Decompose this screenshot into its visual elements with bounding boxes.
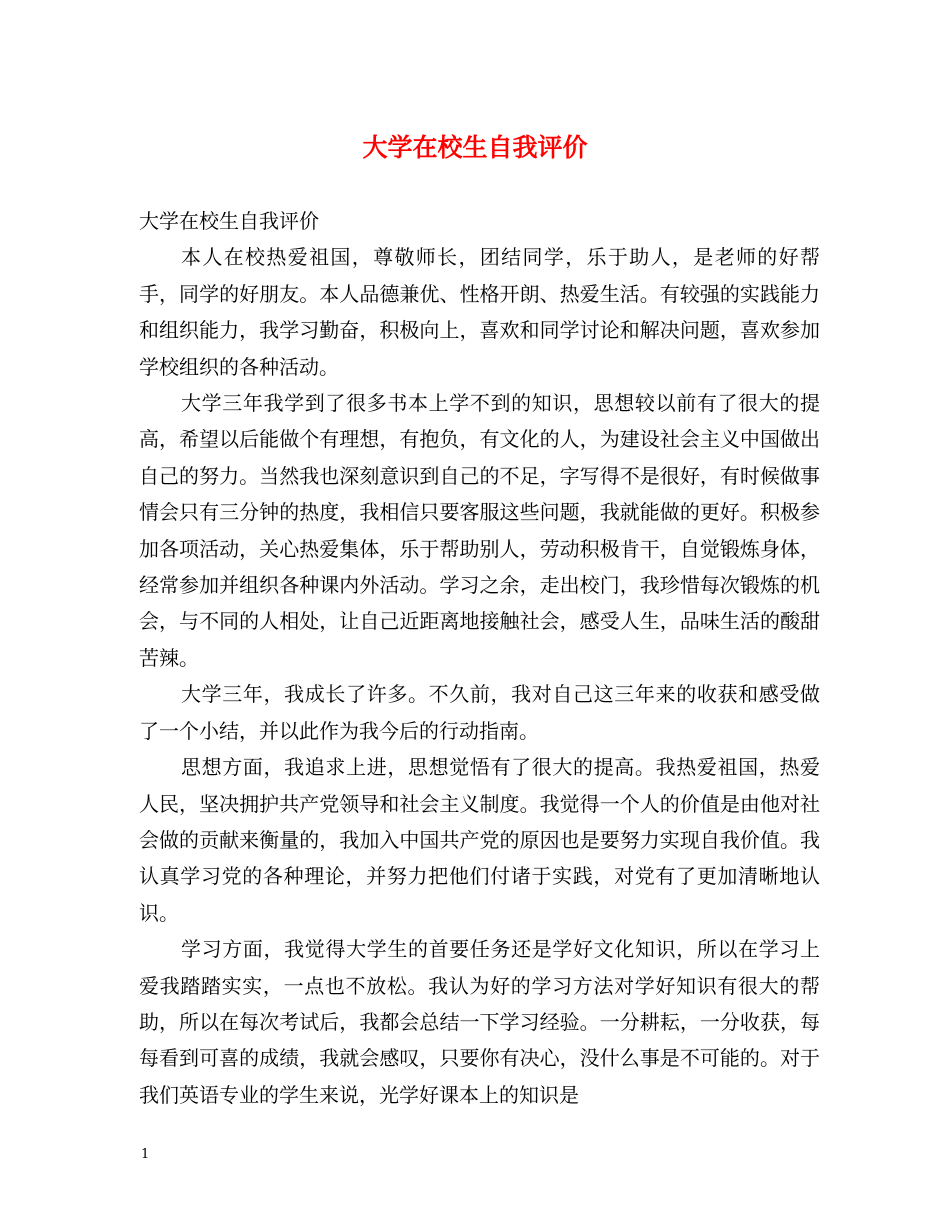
document-body xyxy=(139,203,820,1113)
page-number: 1 xyxy=(141,1147,150,1162)
paragraph-5: 学习方面，我觉得大学生的首要任务还是学好文化知识，所以在学习上爱我踏踏实实，一点也不放松。我认为好的学习方法对学好知识有很大的帮助，所以在每次考试后，我都会总结一下学习经验。一分耕耘，一分收获，每每看到可喜的成绩，我就会感叹，只要你有决心，没什么事是不可能的。对于我们英语专业的学生来说，光学好课本上的知识是 xyxy=(139,937,820,1107)
paragraph-4: 思想方面，我追求上进，思想觉悟有了很大的提高。我热爱祖国，热爱人民，坚决拥护共产党领导和社会主义制度。我觉得一个人的价值是由他对社会做的贡献来衡量的，我加入中国共产党的原因也是要努力实现自我价值。我认真学习党的各种理论，并努力把他们付诸于实践，对党有了更加清晰地认识。 xyxy=(139,755,820,925)
paragraph-1: 本人在校热爱祖国，尊敬师长，团结同学，乐于助人，是老师的好帮手，同学的好朋友。本人品德兼优、性格开朗、热爱生活。有较强的实践能力和组织能力，我学习勤奋，积极向上，喜欢和同学讨论和解决问题，喜欢参加学校组织的各种活动。 xyxy=(139,245,820,379)
document-subtitle: 大学在校生自我评价 xyxy=(139,209,319,233)
paragraph-3: 大学三年，我成长了许多。不久前，我对自己这三年来的收获和感受做了一个小结，并以此作为我今后的行动指南。 xyxy=(139,682,820,743)
document-title: 大学在校生自我评价 xyxy=(362,133,588,162)
paragraph-2: 大学三年我学到了很多书本上学不到的知识，思想较以前有了很大的提高，希望以后能做个有理想，有抱负，有文化的人，为建设社会主义中国做出自己的努力。当然我也深刻意识到自己的不足，字写得不是很好，有时候做事情会只有三分钟的热度，我相信只要客服这些问题，我就能做的更好。积极参加各项活动，关心热爱集体，乐于帮助别人，劳动积极肯干，自觉锻炼身体，经常参加并组织各种课内外活动。学习之余，走出校门，我珍惜每次锻炼的机会，与不同的人相处，让自己近距离地接触社会，感受人生，品味生活的酸甜苦辣。 xyxy=(139,391,820,670)
